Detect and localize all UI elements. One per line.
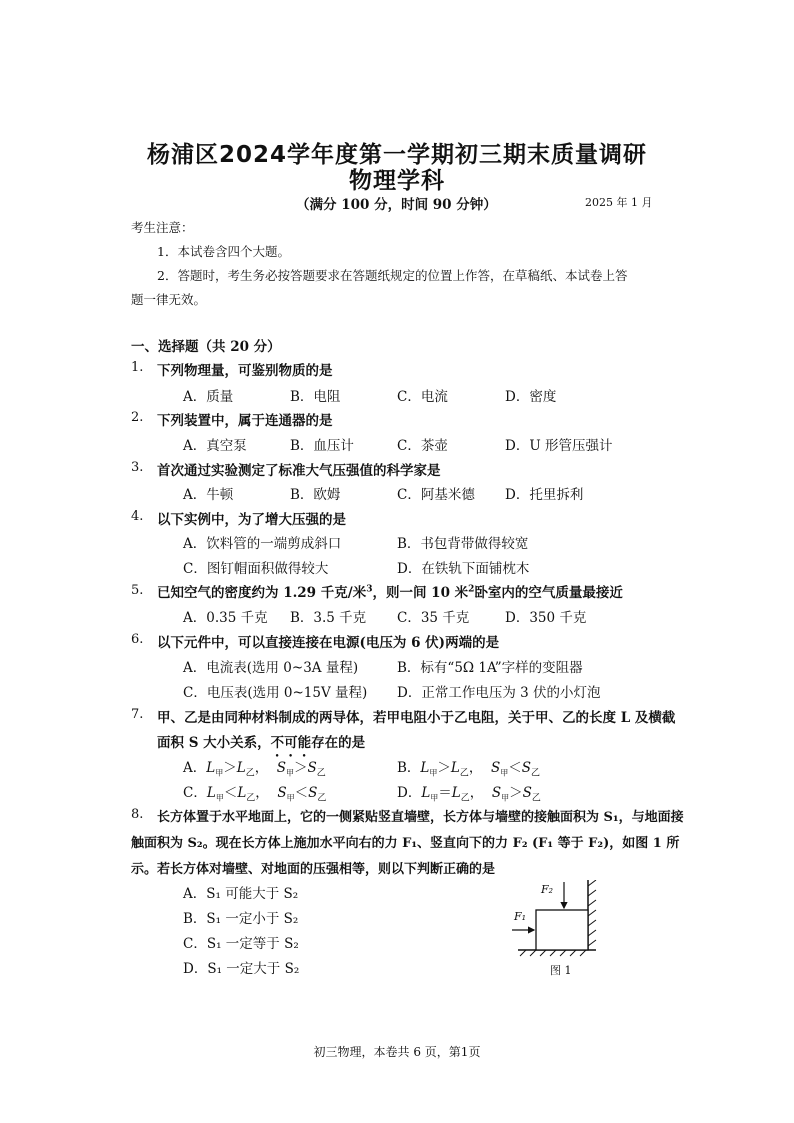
- option-d: D．托里拆利: [505, 487, 584, 503]
- question-number: 3.: [131, 460, 144, 475]
- sub-yi: 乙: [460, 793, 470, 804]
- sub-jia: 甲: [500, 768, 509, 778]
- sub-jia: 甲: [430, 793, 439, 803]
- var-s: S: [307, 760, 317, 776]
- exam-subtitle: （满分 100 分，时间 90 分钟）: [296, 197, 497, 213]
- figure-caption: 图 1: [550, 964, 572, 977]
- var-s: S: [277, 785, 287, 801]
- question-number: 2.: [131, 410, 144, 425]
- notice-heading: 考生注意：: [131, 220, 194, 235]
- question-stem: 首次通过实验测定了标准大气压强值的科学家是: [157, 463, 441, 479]
- exam-date: 2025 年 1 月: [585, 196, 653, 209]
- relation: ＞: [437, 760, 451, 776]
- var-s: S: [490, 760, 501, 776]
- label-f2: F₂: [541, 883, 554, 896]
- option-a: A．牛顿: [183, 487, 234, 503]
- sub-jia: 甲: [286, 793, 295, 803]
- ground-hatch: [520, 950, 586, 956]
- stem-part: 面积 S 大小关系，: [157, 735, 271, 751]
- option-c: C．图钉帽面积做得较大: [183, 561, 329, 577]
- question-stem: 长方体置于水平地面上，它的一侧紧贴竖直墙壁，长方体与墙壁的接触面积为 S₁，与地面接: [157, 810, 684, 825]
- option-c: C．电压表(选用 0~15V 量程): [183, 685, 368, 701]
- var-l: L: [206, 785, 216, 801]
- option-b: B．S₁ 一定小于 S₂: [183, 911, 299, 927]
- option-c: C．茶壶: [397, 438, 448, 454]
- question-stem: 以下元件中，可以直接连接在电源(电压为 6 伏)两端的是: [157, 635, 500, 651]
- option-d: D．S₁ 一定大于 S₂: [183, 961, 300, 977]
- var-l: L: [421, 785, 431, 801]
- var-l: L: [206, 760, 216, 776]
- sub-yi: 乙: [530, 768, 540, 779]
- relation: ＞: [509, 785, 523, 801]
- sub-jia: 甲: [429, 768, 438, 778]
- stem-part: 卧室内的空气质量最接近: [474, 585, 623, 601]
- option-c: C．$L_甲<L_乙$， $S_甲<S_乙$: [183, 785, 327, 804]
- option-letter: C．: [183, 785, 207, 801]
- option-d: D．在铁轨下面铺枕木: [397, 561, 530, 577]
- sub-jia: 甲: [286, 768, 295, 778]
- option-a: A．饮料管的一端剪成斜口: [183, 536, 342, 552]
- option-c: C．S₁ 一定等于 S₂: [183, 936, 299, 952]
- wall-hatch: [588, 880, 596, 946]
- question-number: 4.: [131, 509, 144, 524]
- sub-yi: 乙: [459, 768, 469, 779]
- sub-yi: 乙: [531, 793, 541, 804]
- section-heading: 一、选择题（共 20 分）: [131, 339, 281, 355]
- relation: ＞: [294, 760, 308, 776]
- sub-yi: 乙: [246, 793, 256, 804]
- question-number: 5.: [131, 583, 144, 598]
- question-stem: 下列物理量，可鉴别物质的是: [157, 363, 333, 379]
- option-a: A．质量: [183, 389, 234, 405]
- option-d: D．密度: [505, 389, 557, 405]
- superscript: 2: [468, 584, 475, 595]
- question-stem: 以下实例中，为了增大压强的是: [157, 512, 346, 528]
- option-letter: D．: [397, 785, 422, 801]
- superscript: 3: [366, 584, 373, 595]
- notice-item-2: 2．答题时，考生务必按答题要求在答题纸规定的位置上作答，在草稿纸、本试卷上答: [157, 268, 628, 283]
- var-s: S: [521, 760, 531, 776]
- question-number: 7.: [131, 707, 144, 722]
- relation: ＝: [438, 785, 452, 801]
- var-l: L: [237, 785, 247, 801]
- relation: ＜: [223, 785, 238, 801]
- option-b: B．欧姆: [290, 487, 341, 503]
- notice-item-2-cont: 题一律无效。: [131, 292, 207, 307]
- option-d: D．U 形管压强计: [505, 438, 613, 454]
- notice-item-1: 1．本试卷含四个大题。: [157, 244, 290, 259]
- subject-title: 物理学科: [349, 168, 445, 194]
- option-b: B．$L_甲>L_乙$， $S_甲<S_乙$: [397, 760, 540, 779]
- sub-jia: 甲: [215, 768, 224, 778]
- var-l: L: [236, 760, 246, 776]
- relation: ＜: [508, 760, 522, 776]
- var-s: S: [308, 785, 318, 801]
- option-d: D．350 千克: [505, 610, 587, 626]
- option-c: C．电流: [397, 389, 448, 405]
- label-f1: F₁: [514, 910, 527, 923]
- sub-yi: 乙: [245, 768, 255, 779]
- option-letter: A．: [183, 760, 207, 776]
- option-a: A．S₁ 可能大于 S₂: [183, 886, 299, 902]
- option-b: B．标有“5Ω 1A”字样的变阻器: [397, 660, 583, 676]
- page-footer: 初三物理，本卷共 6 页，第1页: [313, 1045, 481, 1059]
- option-d: D．$L_甲=L_乙$， $S_甲>S_乙$: [397, 785, 541, 804]
- option-a: A．$L_甲>L_乙$， $S_甲>S_乙$: [183, 760, 326, 779]
- option-b: B．电阻: [290, 389, 341, 405]
- exam-title: 杨浦区2024学年度第一学期初三期末质量调研: [146, 142, 647, 168]
- var-s: S: [276, 760, 287, 776]
- option-b: B．书包背带做得较宽: [397, 536, 529, 552]
- option-a: A．0.35 千克: [183, 610, 268, 626]
- var-s: S: [522, 785, 532, 801]
- var-l: L: [450, 760, 460, 776]
- relation: ＞: [223, 760, 237, 776]
- option-a: A．电流表(选用 0~3A 量程): [183, 660, 359, 676]
- sub-jia: 甲: [501, 793, 510, 803]
- question-stem: [157, 581, 623, 601]
- option-b: B．3.5 千克: [290, 610, 367, 626]
- stem-part: ，则一间 10 米: [372, 585, 469, 601]
- option-d: D．正常工作电压为 3 伏的小灯泡: [397, 685, 601, 701]
- question-stem: 下列装置中，属于连通器的是: [157, 413, 333, 429]
- option-letter: B．: [397, 760, 421, 776]
- option-a: A．真空泵: [183, 438, 247, 454]
- var-l: L: [420, 760, 430, 776]
- block: [536, 910, 588, 950]
- stem-part: 已知空气的密度约为 1.29 千克/米: [157, 585, 367, 601]
- var-s: S: [491, 785, 502, 801]
- emphasis-text: 不可能: [270, 735, 312, 751]
- question-number: 6.: [131, 632, 144, 647]
- question-stem: 甲、乙是由同种材料制成的两导体，若甲电阻小于乙电阻，关于甲、乙的长度 L 及横截: [157, 710, 676, 726]
- sub-jia: 甲: [215, 793, 224, 803]
- var-l: L: [451, 785, 461, 801]
- option-c: C．35 千克: [397, 610, 470, 626]
- relation: ＜: [294, 785, 309, 801]
- sub-yi: 乙: [316, 768, 326, 779]
- question-number: 8.: [131, 807, 144, 822]
- sub-yi: 乙: [317, 793, 327, 804]
- question-number: 1.: [131, 360, 144, 375]
- option-c: C．阿基米德: [397, 487, 475, 503]
- question-stem-cont: 示。若长方体对墙壁、对地面的压强相等，则以下判断正确的是: [131, 862, 496, 877]
- stem-part: 存在的是: [311, 735, 366, 751]
- option-b: B．血压计: [290, 438, 354, 454]
- question-stem-cont: 触面积为 S₂。现在长方体上施加水平向右的力 F₁、竖直向下的力 F₂ (F₁ 等于 F₂)，如图 1 所: [131, 836, 680, 851]
